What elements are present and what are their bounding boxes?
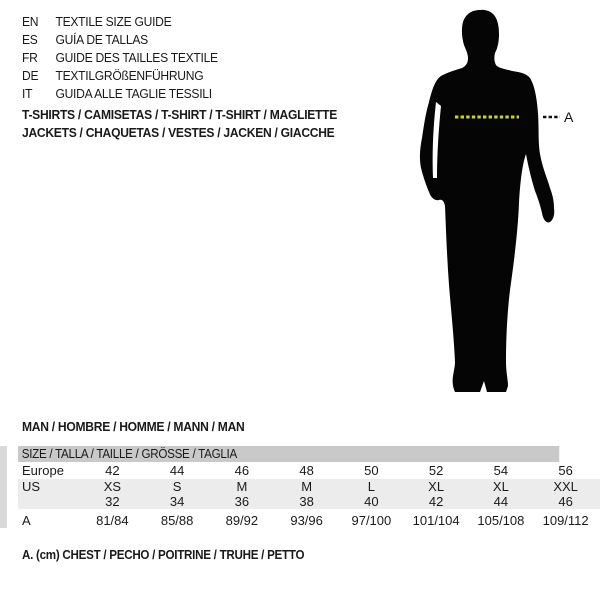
size-table-header: SIZE / TALLA / TAILLE / GRÖSSE / TAGLIA: [18, 446, 559, 462]
language-row: [22, 13, 218, 31]
size-cell: L: [367, 479, 375, 494]
size-cell: 97/100: [351, 513, 392, 528]
size-cell: 44: [169, 463, 185, 478]
size-cell: XS: [103, 479, 122, 494]
size-cell: 54: [493, 463, 509, 478]
language-label: GUÍA DE TALLAS: [55, 32, 148, 47]
language-guide-list: [22, 13, 218, 103]
row-label: Europe: [22, 463, 64, 478]
language-code: DE: [22, 68, 39, 83]
language-label: GUIDE DES TAILLES TEXTILE: [55, 50, 218, 65]
size-cell: 40: [364, 494, 379, 509]
table-row-europe: [18, 462, 600, 479]
language-code: ES: [22, 32, 38, 47]
table-row-us-numbers: [18, 494, 600, 509]
size-cell: 81/84: [96, 513, 129, 528]
size-cell: 105/108: [477, 513, 525, 528]
language-row: [22, 85, 218, 103]
size-cell: 48: [299, 463, 314, 478]
size-cell: 46: [234, 463, 250, 478]
size-table: [18, 446, 600, 529]
size-cell: M: [301, 479, 313, 494]
size-cell: 36: [234, 494, 250, 509]
category-lines: [22, 106, 337, 142]
size-cell: 34: [169, 494, 185, 509]
language-code: FR: [22, 50, 38, 65]
table-row-us-letters: [18, 479, 600, 494]
row-label: US: [22, 479, 41, 494]
row-label: A: [22, 513, 31, 528]
language-label: GUIDA ALLE TAGLIE TESSILI: [55, 86, 212, 101]
size-cell: 42: [105, 463, 120, 478]
man-silhouette: [420, 10, 554, 392]
size-cell: XL: [428, 479, 445, 494]
category-line-jackets: JACKETS / CHAQUETAS / VESTES / JACKEN / GIACCHE: [22, 125, 335, 140]
size-cell: 56: [558, 463, 573, 478]
language-label: TEXTILGRÖßENFÜHRUNG: [55, 68, 204, 83]
size-cell: 101/104: [412, 513, 460, 528]
section-title-man: MAN / HOMBRE / HOMME / MANN / MAN: [22, 419, 245, 434]
size-cell: 109/112: [542, 513, 589, 528]
size-cell: 85/88: [160, 513, 194, 528]
language-code: EN: [22, 14, 39, 29]
size-cell: 89/92: [225, 513, 259, 528]
man-figure: [398, 0, 578, 402]
table-row-chest-a: [18, 509, 600, 529]
size-cell: XL: [492, 479, 509, 494]
size-cell: 93/96: [290, 513, 323, 528]
measure-label-a: A: [564, 109, 574, 125]
language-label: TEXTILE SIZE GUIDE: [55, 14, 172, 29]
size-cell: 44: [493, 494, 509, 509]
language-code: IT: [22, 86, 33, 101]
size-cell: XXL: [553, 479, 578, 494]
size-cell: S: [172, 479, 182, 494]
measurement-footnote: A. (cm) CHEST / PECHO / POITRINE / TRUHE / PETTO: [22, 548, 305, 562]
size-cell: 52: [428, 463, 444, 478]
language-row: [22, 31, 218, 49]
size-cell: 42: [428, 494, 444, 509]
size-cell: 46: [558, 494, 573, 509]
language-row: [22, 67, 218, 85]
language-row: [22, 49, 218, 67]
size-cell: 50: [364, 463, 379, 478]
size-cell: M: [236, 479, 248, 494]
size-cell: 32: [105, 494, 120, 509]
size-cell: 38: [299, 494, 314, 509]
left-edge-band: [0, 446, 7, 528]
category-line-tshirts: T-SHIRTS / CAMISETAS / T-SHIRT / T-SHIRT / MAGLIETTE: [22, 107, 338, 122]
